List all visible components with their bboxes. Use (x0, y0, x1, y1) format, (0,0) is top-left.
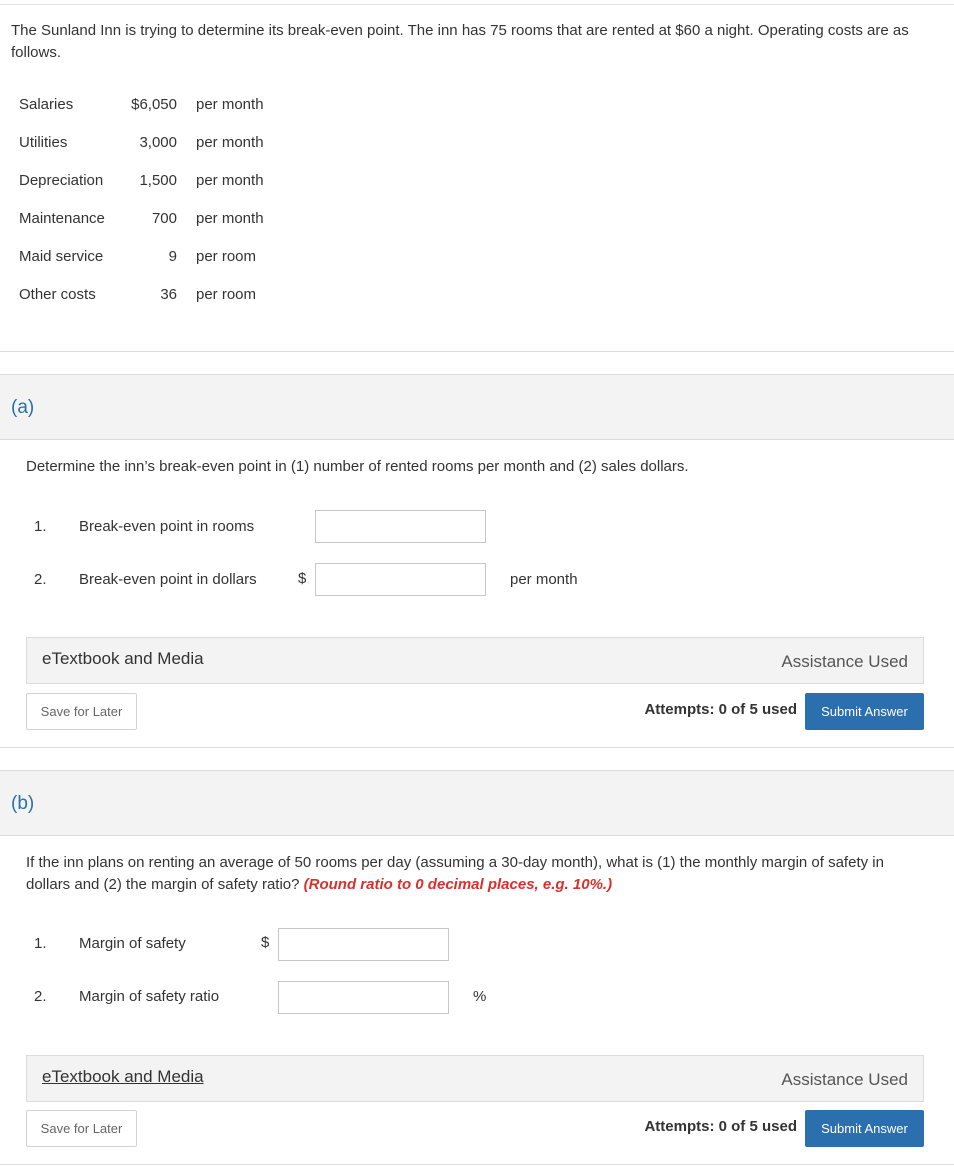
problem-intro: The Sunland Inn is trying to determine its break-even point. The inn has 75 rooms that are rented at $60 a night. Operating costs are as follows. (11, 22, 909, 61)
part-letter: (a) (11, 397, 35, 418)
cost-unit: per month (196, 134, 264, 151)
cost-label: Depreciation (19, 172, 104, 189)
break-even-dollars-input[interactable] (315, 563, 486, 596)
cost-unit: per room (196, 286, 257, 303)
cost-amount: $6,050 (131, 96, 177, 113)
cost-unit: per month (196, 210, 264, 227)
margin-of-safety-ratio-input[interactable] (278, 981, 449, 1014)
currency-symbol: $ (261, 934, 270, 951)
part-a-header (0, 374, 954, 440)
cost-amount: 1,500 (139, 172, 177, 189)
cost-amount: 36 (160, 286, 177, 303)
cost-amount: 9 (168, 248, 177, 265)
etextbook-link[interactable]: eTextbook and Media (42, 649, 204, 668)
percent-symbol: % (473, 988, 487, 1005)
cost-unit: per month (196, 172, 264, 189)
question-text: If the inn plans on renting an average of 50 rooms per day (assuming a 30-day month), what is (1) the monthly margin of safety in dollars and (2) the margin of safety ratio? (26, 854, 884, 893)
save-for-later-button[interactable]: Save for Later (26, 1110, 137, 1147)
cost-unit: per room (196, 248, 257, 265)
cost-label: Utilities (19, 134, 68, 151)
item-label: Break-even point in rooms (79, 518, 255, 535)
part-a-question: Determine the inn’s break-even point in (1) number of rented rooms per month and (2) sales dollars. (26, 458, 689, 475)
assistance-used-label: Assistance Used (781, 1070, 908, 1089)
cost-amount: 3,000 (139, 134, 177, 151)
rounding-hint: (Round ratio to 0 decimal places, e.g. 10%.) (303, 876, 613, 893)
cost-label: Other costs (19, 286, 96, 303)
cost-label: Maid service (19, 248, 104, 265)
section-divider (0, 1164, 954, 1165)
etextbook-link[interactable]: eTextbook and Media (42, 1067, 204, 1086)
item-label: Break-even point in dollars (79, 571, 257, 588)
cost-label: Salaries (19, 96, 74, 113)
item-number: 2. (34, 988, 47, 1005)
top-divider (0, 4, 954, 5)
attempts-counter: Attempts: 0 of 5 used (644, 701, 797, 718)
item-label: Margin of safety (79, 935, 186, 952)
item-number: 1. (34, 518, 47, 535)
attempts-counter: Attempts: 0 of 5 used (644, 1118, 797, 1135)
item-number: 2. (34, 571, 47, 588)
section-divider (0, 351, 954, 352)
part-b-header (0, 770, 954, 836)
submit-answer-button[interactable]: Submit Answer (805, 693, 924, 730)
assistance-used-label: Assistance Used (781, 652, 908, 671)
currency-symbol: $ (298, 570, 307, 587)
part-b-question (26, 852, 926, 896)
section-divider (0, 747, 954, 748)
item-label: Margin of safety ratio (79, 988, 220, 1005)
cost-label: Maintenance (19, 210, 105, 227)
margin-of-safety-input[interactable] (278, 928, 449, 961)
unit-label: per month (510, 571, 578, 588)
save-for-later-button[interactable]: Save for Later (26, 693, 137, 730)
part-letter: (b) (11, 793, 35, 814)
cost-amount: 700 (151, 210, 177, 227)
submit-answer-button[interactable]: Submit Answer (805, 1110, 924, 1147)
break-even-rooms-input[interactable] (315, 510, 486, 543)
etextbook-panel (26, 637, 924, 684)
item-number: 1. (34, 935, 47, 952)
etextbook-panel (26, 1055, 924, 1102)
cost-unit: per month (196, 96, 264, 113)
